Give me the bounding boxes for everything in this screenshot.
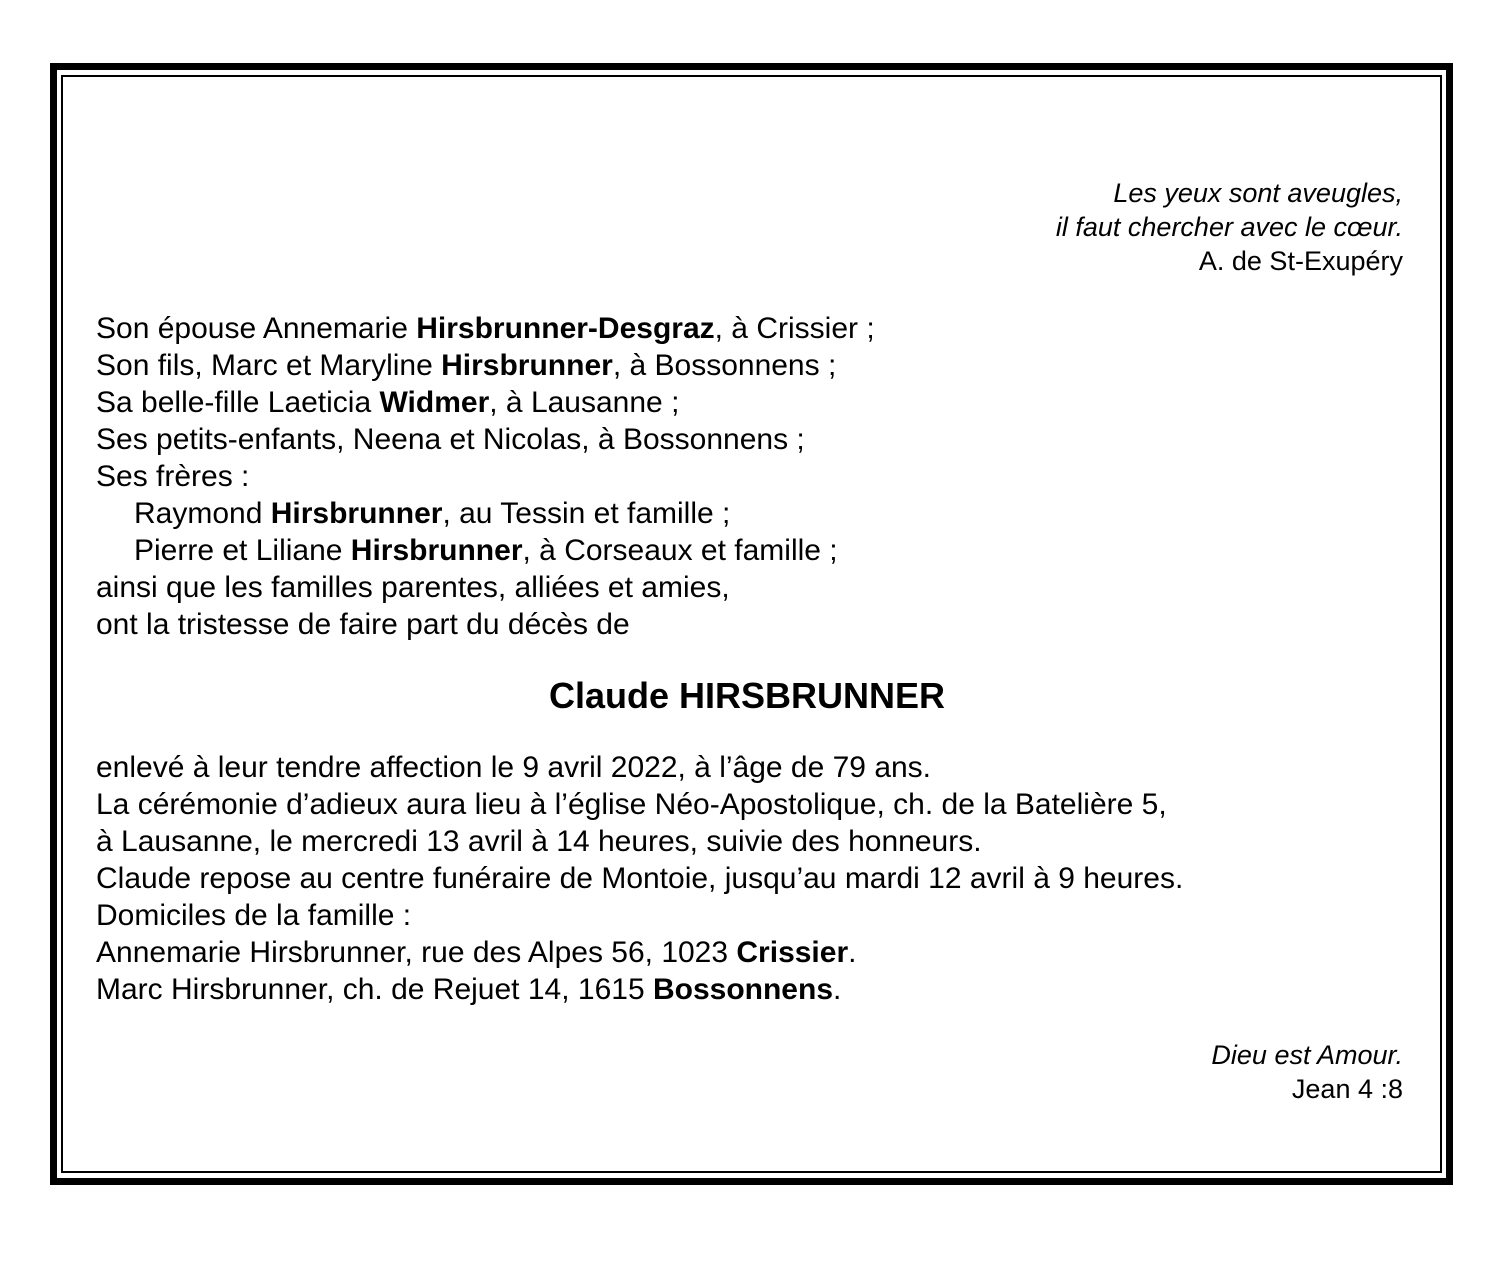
details-line-rest: Claude repose au centre funéraire de Montoie, jusqu’au mardi 12 avril à 9 heures.: [96, 862, 1184, 895]
closing-quote-text: Dieu est Amour.: [1211, 1040, 1403, 1070]
family-line-grandchildren: Ses petits-enfants, Neena et Nicolas, à Bossonnens ;: [96, 423, 805, 456]
family-line-spouse: Son épouse Annemarie Hirsbrunner-Desgraz, à Crissier ;: [96, 312, 875, 345]
details-line-death: enlevé à leur tendre affection le 9 avril 2022, à l’âge de 79 ans.: [96, 751, 932, 784]
closing-quote: [1211, 1038, 1403, 1106]
family-list: [96, 310, 875, 643]
address-line-1: Annemarie Hirsbrunner, rue des Alpes 56, 1023 Crissier.: [96, 936, 857, 969]
address-city: Crissier: [736, 936, 849, 969]
family-line-brother-2: Pierre et Liliane Hirsbrunner, à Corseaux et famille ;: [134, 534, 838, 567]
family-surname: Hirsbrunner: [270, 497, 443, 530]
epigraph-line-2: il faut chercher avec le cœur.: [1055, 212, 1403, 242]
closing-quote-reference: Jean 4 :8: [1291, 1074, 1403, 1104]
family-surname: Hirsbrunner-Desgraz: [416, 312, 715, 345]
family-line-daughter-in-law: Sa belle-fille Laeticia Widmer, à Lausanne ;: [96, 386, 680, 419]
ceremony-details: [96, 749, 1183, 1008]
address-city: Bossonnens: [652, 973, 833, 1006]
family-line-brother-1: Raymond Hirsbrunner, au Tessin et famille ;: [134, 497, 731, 530]
family-line-relatives: ainsi que les familles parentes, alliées et amies,: [96, 571, 730, 604]
details-line-ceremony-time: à Lausanne, le mercredi 13 avril à 14 heures, suivie des honneurs.: [96, 825, 982, 858]
family-line-brothers-heading: Ses frères :: [96, 460, 250, 493]
family-surname: Hirsbrunner: [441, 349, 613, 382]
family-line-announcement: ont la tristesse de faire part du décès de: [96, 608, 630, 641]
deceased-name: Claude HIRSBRUNNER: [548, 675, 946, 716]
epigraph-author: A. de St-Exupéry: [1198, 246, 1403, 276]
family-surname: Hirsbrunner: [350, 534, 523, 567]
details-line-ceremony: La cérémonie d’adieux aura lieu à l’église Néo-Apostolique, ch. de la Batelière 5,: [96, 788, 1167, 821]
address-line-2: Marc Hirsbrunner, ch. de Rejuet 14, 1615 Bossonnens.: [96, 973, 842, 1006]
family-surname: Widmer: [379, 386, 490, 419]
details-line-domiciles: Domiciles de la famille :: [96, 899, 412, 932]
epigraph-line-1: Les yeux sont aveugles,: [1113, 178, 1403, 208]
epigraph: [1056, 176, 1403, 278]
family-line-son: Son fils, Marc et Maryline Hirsbrunner, à Bossonnens ;: [96, 349, 837, 382]
